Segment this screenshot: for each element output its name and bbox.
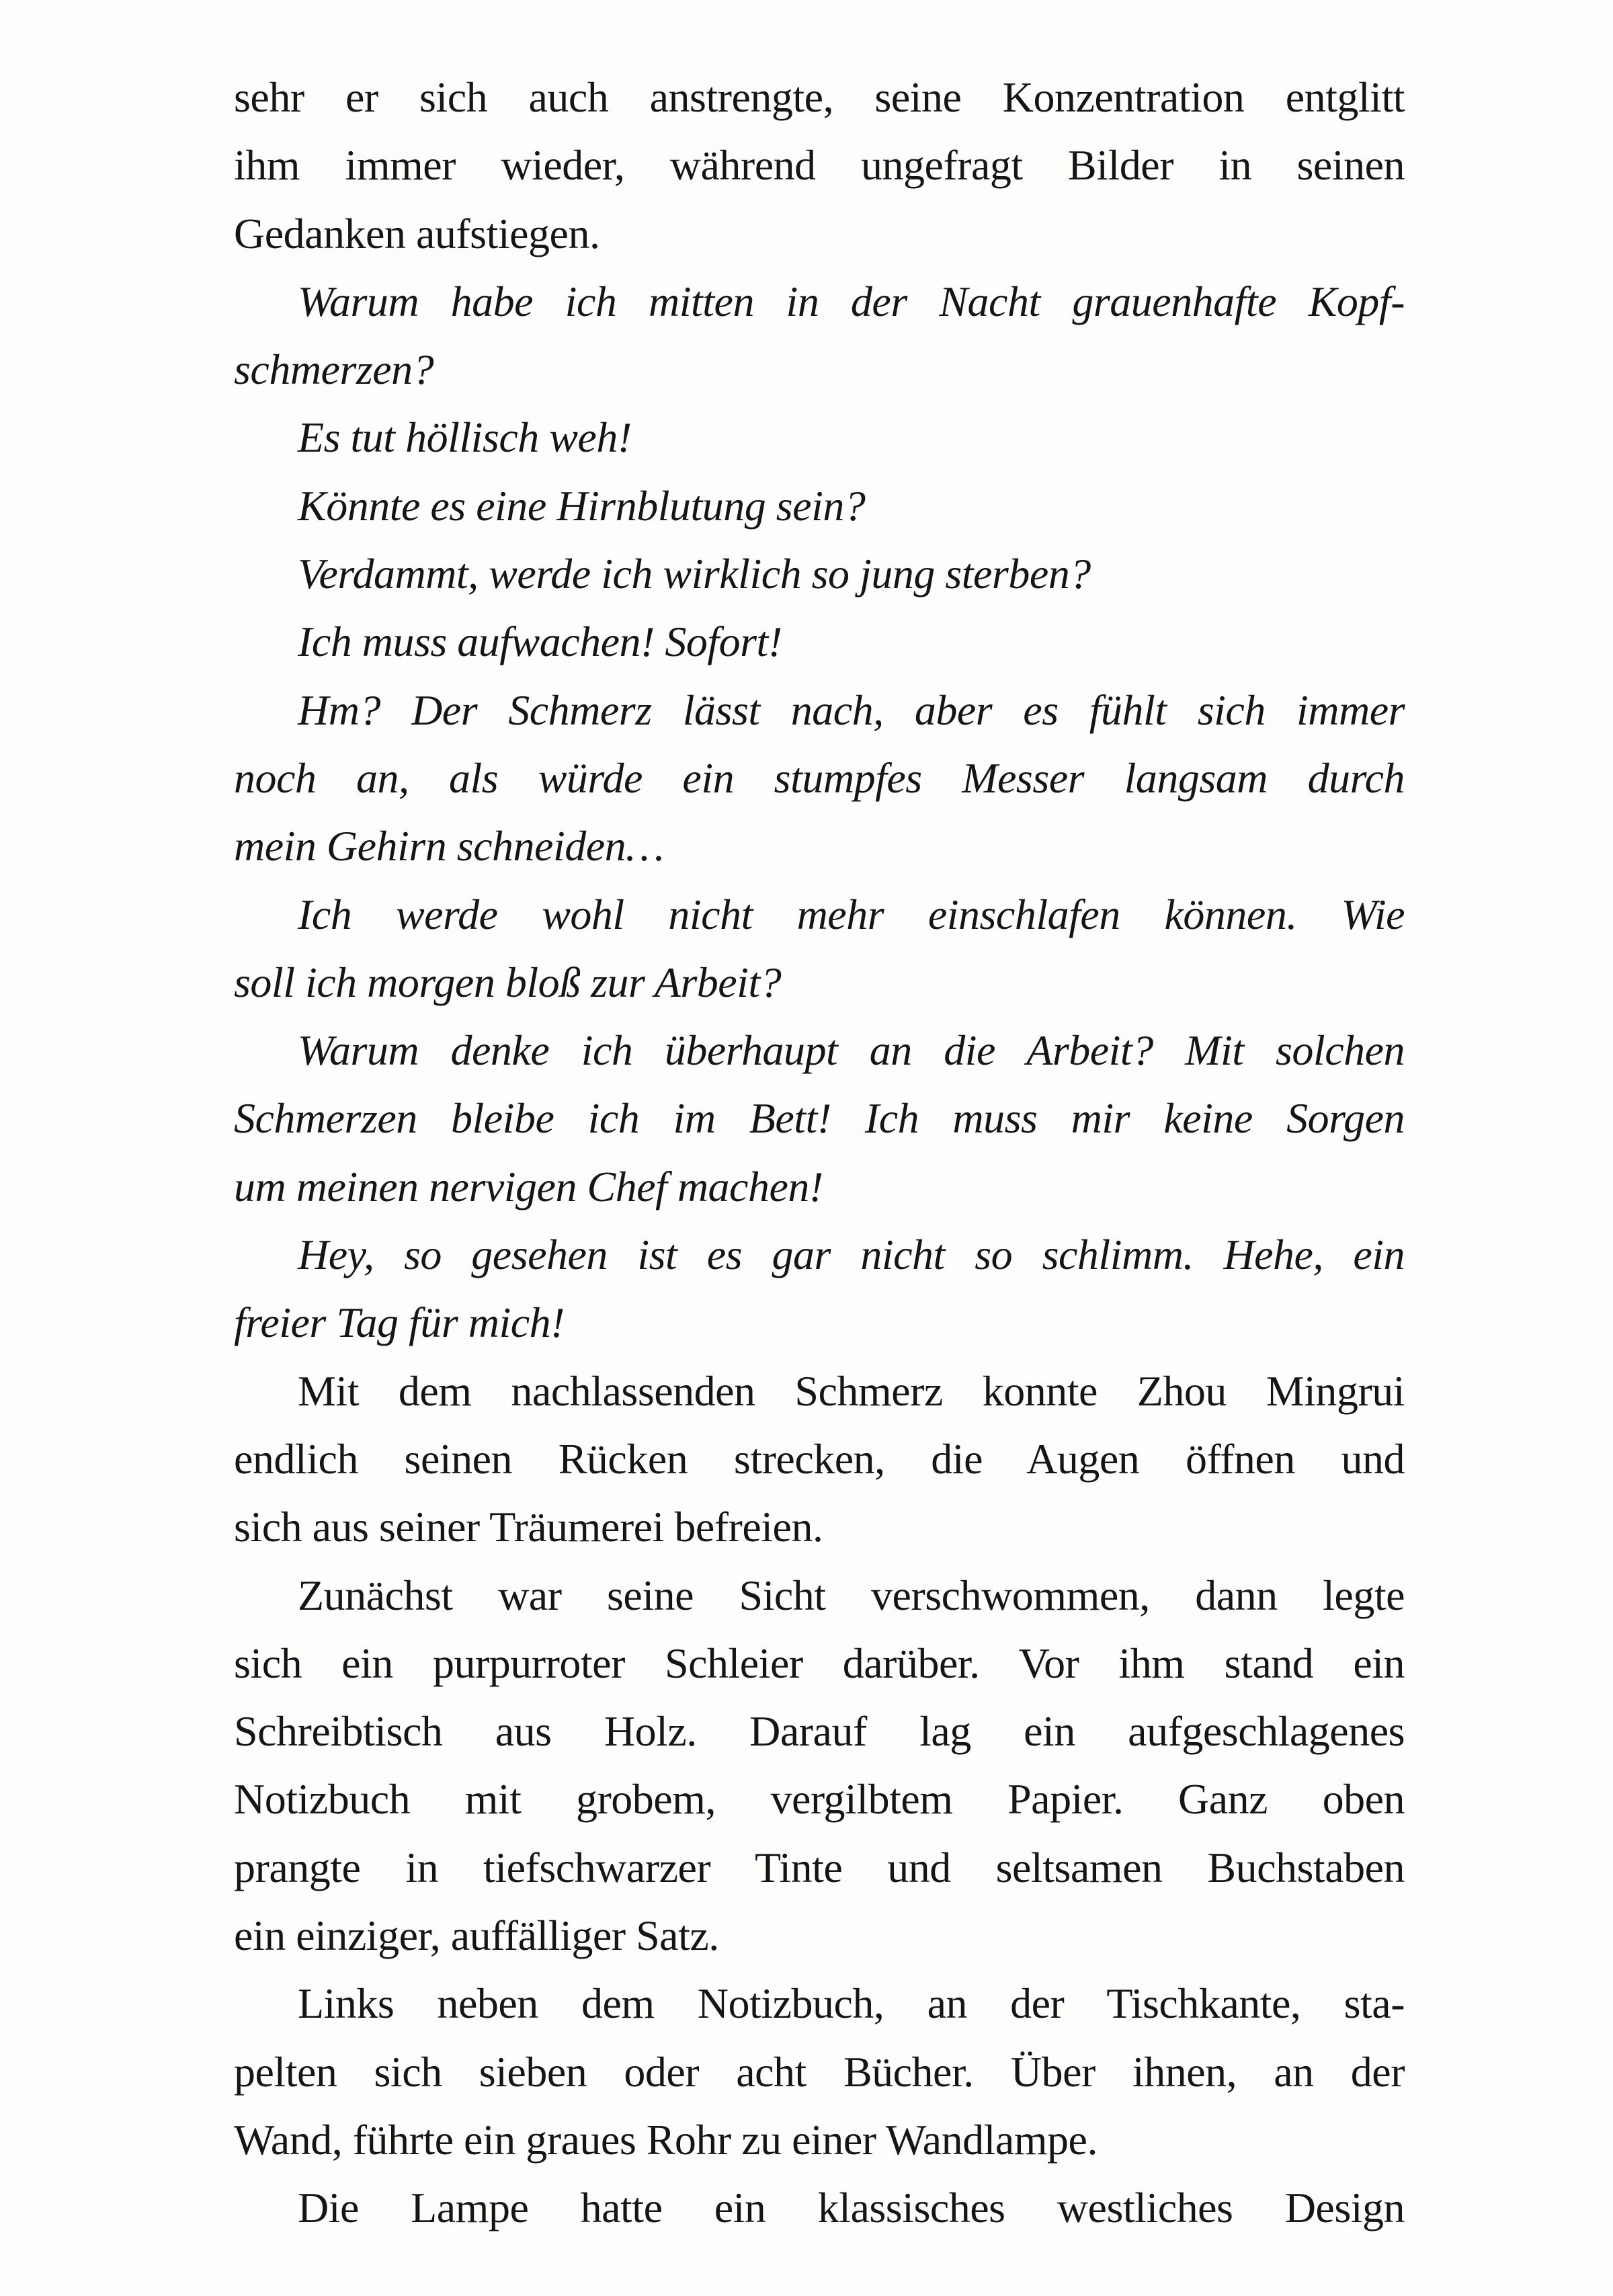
text-column	[234, 63, 1405, 2242]
text-line: Zunächst war seine Sicht verschwommen, dann legte	[298, 1571, 1405, 1619]
text-line: prangte in tiefschwarzer Tinte und seltsamen Buchstaben	[234, 1843, 1405, 1891]
paragraph	[234, 472, 1405, 540]
text-line: Links neben dem Notizbuch, an der Tischkante, sta-	[298, 1979, 1405, 2028]
paragraph	[234, 403, 1405, 471]
text-line: pelten sich sieben oder acht Bücher. Über ihnen, an der	[234, 2047, 1405, 2096]
text-line: Warum denke ich überhaupt an die Arbeit? Mit solchen	[298, 1026, 1405, 1075]
text-line: Schreibtisch aus Holz. Darauf lag ein aufgeschlagenes	[234, 1707, 1405, 1756]
text-line: endlich seinen Rücken strecken, die Augen öffnen und	[234, 1434, 1405, 1483]
paragraph	[234, 676, 1405, 880]
text-line: sich ein purpurroter Schleier darüber. Vor ihm stand ein	[234, 1639, 1405, 1687]
paragraph	[234, 1969, 1405, 2174]
text-line: Wand, führte ein graues Rohr zu einer Wandlampe.	[234, 2115, 1098, 2164]
paragraph	[234, 1016, 1405, 1221]
text-line: um meinen nervigen Chef machen!	[234, 1162, 823, 1211]
text-line: Notizbuch mit grobem, vergilbtem Papier. Ganz oben	[234, 1775, 1405, 1823]
text-line: Es tut höllisch weh!	[298, 413, 632, 462]
text-line: Verdammt, werde ich wirklich so jung sterben?	[298, 550, 1091, 598]
text-line: Hey, so gesehen ist es gar nicht so schlimm. Hehe, ein	[298, 1231, 1405, 1279]
paragraph	[234, 268, 1405, 404]
paragraph	[234, 1357, 1405, 1561]
text-line: Mit dem nachlassenden Schmerz konnte Zhou Mingrui	[298, 1366, 1405, 1415]
paragraph	[234, 2174, 1405, 2242]
text-line: Warum habe ich mitten in der Nacht grauenhafte Kopf-	[298, 277, 1405, 325]
text-line: Die Lampe hatte ein klassisches westliches Design	[298, 2184, 1405, 2232]
paragraph	[234, 1221, 1405, 1357]
text-line: soll ich morgen bloß zur Arbeit?	[234, 958, 782, 1006]
paragraph	[234, 608, 1405, 675]
text-line: Ich werde wohl nicht mehr einschlafen können. Wie	[298, 890, 1405, 938]
text-line: Hm? Der Schmerz lässt nach, aber es fühlt sich immer	[298, 686, 1405, 734]
text-line: Ich muss aufwachen! Sofort!	[298, 618, 782, 666]
text-line: Könnte es eine Hirnblutung sein?	[298, 481, 866, 530]
text-line: mein Gehirn schneiden…	[234, 822, 664, 870]
text-line: schmerzen?	[234, 345, 434, 394]
text-line: sehr er sich auch anstrengte, seine Konzentration entglitt	[234, 73, 1405, 121]
text-line: noch an, als würde ein stumpfes Messer langsam durch	[234, 753, 1405, 802]
paragraph	[234, 1561, 1405, 1970]
text-line: sich aus seiner Träumerei befreien.	[234, 1503, 823, 1551]
text-line: ein einziger, auffälliger Satz.	[234, 1912, 719, 1960]
text-line: ihm immer wieder, während ungefragt Bilder in seinen	[234, 141, 1405, 190]
paragraph	[234, 540, 1405, 608]
text-line: Gedanken aufstiegen.	[234, 209, 600, 257]
text-line: freier Tag für mich!	[234, 1299, 565, 1347]
paragraph	[234, 880, 1405, 1017]
text-line: Schmerzen bleibe ich im Bett! Ich muss mir keine Sorgen	[234, 1094, 1405, 1143]
paragraph	[234, 63, 1405, 268]
